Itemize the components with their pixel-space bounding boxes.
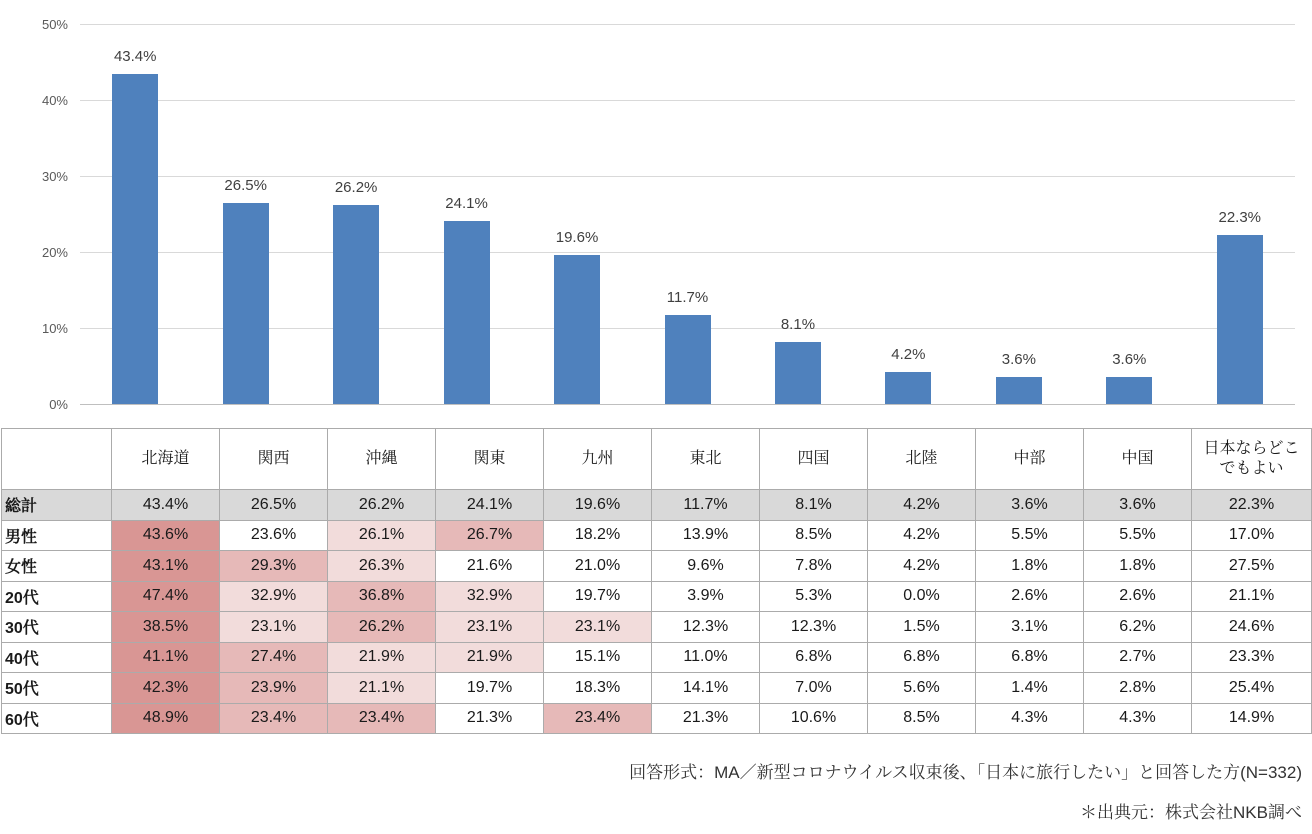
table-cell: 27.5% xyxy=(1192,551,1312,582)
table-cell: 26.2% xyxy=(328,612,436,643)
table-cell: 6.8% xyxy=(976,642,1084,673)
table-cell: 23.4% xyxy=(220,703,328,734)
table-col-header: 九州 xyxy=(544,429,652,490)
table-row-総計 xyxy=(2,490,1312,521)
table-cell: 0.0% xyxy=(868,581,976,612)
table-cell: 36.8% xyxy=(328,581,436,612)
table-cell: 11.7% xyxy=(652,490,760,521)
table-col-header: 四国 xyxy=(760,429,868,490)
bar-3 xyxy=(333,205,379,404)
table-cell: 14.1% xyxy=(652,673,760,704)
table-cell: 24.6% xyxy=(1192,612,1312,643)
table-cell: 21.0% xyxy=(544,551,652,582)
table-row-header: 20代 xyxy=(2,581,112,612)
table-cell: 21.1% xyxy=(328,673,436,704)
table-cell: 2.6% xyxy=(1084,581,1192,612)
table-row-header: 60代 xyxy=(2,703,112,734)
table-cell: 7.0% xyxy=(760,673,868,704)
table-corner-cell xyxy=(2,429,112,490)
table-cell: 4.3% xyxy=(1084,703,1192,734)
table-cell: 3.6% xyxy=(976,490,1084,521)
bar-value-label: 26.5% xyxy=(224,176,267,194)
table-cell: 23.1% xyxy=(220,612,328,643)
bar-5 xyxy=(554,255,600,404)
table-row-20代 xyxy=(2,581,1312,612)
table-cell: 7.8% xyxy=(760,551,868,582)
table-col-header: 中国 xyxy=(1084,429,1192,490)
table-cell: 2.7% xyxy=(1084,642,1192,673)
table-cell: 26.3% xyxy=(328,551,436,582)
table-col-header: 関東 xyxy=(436,429,544,490)
table-cell: 10.6% xyxy=(760,703,868,734)
table-col-header: 日本ならどこでもよい xyxy=(1192,429,1312,490)
bar-8 xyxy=(885,372,931,404)
y-axis-tick-label: 0% xyxy=(49,397,68,412)
table-cell: 18.3% xyxy=(544,673,652,704)
y-axis-tick-label: 40% xyxy=(41,93,68,108)
table-cell: 9.6% xyxy=(652,551,760,582)
table-cell: 32.9% xyxy=(220,581,328,612)
table-cell: 23.4% xyxy=(328,703,436,734)
bar-11 xyxy=(1217,235,1263,404)
table-cell: 26.2% xyxy=(328,490,436,521)
gridline xyxy=(80,404,1295,405)
table-row-header: 30代 xyxy=(2,612,112,643)
bar-value-label: 22.3% xyxy=(1218,208,1262,226)
table-cell: 19.7% xyxy=(544,581,652,612)
table-row-40代 xyxy=(2,642,1312,673)
table-cell: 8.5% xyxy=(868,703,976,734)
y-axis-tick-label: 20% xyxy=(41,245,68,260)
gridline xyxy=(80,100,1295,101)
table-cell: 4.3% xyxy=(976,703,1084,734)
bar-6 xyxy=(665,315,711,404)
table-cell: 15.1% xyxy=(544,642,652,673)
gridline xyxy=(80,24,1295,25)
bar-value-label: 24.1% xyxy=(445,194,488,212)
table-cell: 29.3% xyxy=(220,551,328,582)
data-table-wrap xyxy=(1,428,1311,734)
table-cell: 2.8% xyxy=(1084,673,1192,704)
table-cell: 3.9% xyxy=(652,581,760,612)
y-axis-tick-label: 10% xyxy=(41,321,68,336)
bar-10 xyxy=(1106,377,1152,404)
table-cell: 3.1% xyxy=(976,612,1084,643)
table-cell: 2.6% xyxy=(976,581,1084,612)
table-cell: 11.0% xyxy=(652,642,760,673)
table-cell: 4.2% xyxy=(868,490,976,521)
table-cell: 41.1% xyxy=(112,642,220,673)
table-col-header: 沖縄 xyxy=(328,429,436,490)
table-cell: 43.4% xyxy=(112,490,220,521)
table-cell: 38.5% xyxy=(112,612,220,643)
bar-value-label: 43.4% xyxy=(113,48,157,66)
table-col-header: 北海道 xyxy=(112,429,220,490)
bar-value-label: 11.7% xyxy=(666,289,709,307)
table-cell: 17.0% xyxy=(1192,520,1312,551)
table-row-60代 xyxy=(2,703,1312,734)
table-cell: 4.2% xyxy=(868,551,976,582)
table-row-30代 xyxy=(2,612,1312,643)
table-cell: 23.1% xyxy=(436,612,544,643)
table-row-男性 xyxy=(2,520,1312,551)
footnote-source: ＊出典元：株式会社NKB調べ xyxy=(1080,803,1302,822)
bar-value-label: 19.6% xyxy=(555,229,599,247)
bar-1 xyxy=(112,74,158,404)
y-axis-tick-label: 30% xyxy=(41,169,68,184)
table-cell: 26.1% xyxy=(328,520,436,551)
table-row-header: 男性 xyxy=(2,520,112,551)
table-cell: 18.2% xyxy=(544,520,652,551)
table-cell: 5.5% xyxy=(1084,520,1192,551)
bar-9 xyxy=(996,377,1042,404)
table-col-header: 東北 xyxy=(652,429,760,490)
table-cell: 21.9% xyxy=(328,642,436,673)
table-cell: 1.8% xyxy=(976,551,1084,582)
y-axis-tick-label: 50% xyxy=(41,17,68,32)
table-cell: 23.4% xyxy=(544,703,652,734)
table-cell: 48.9% xyxy=(112,703,220,734)
table-cell: 8.1% xyxy=(760,490,868,521)
table-cell: 14.9% xyxy=(1192,703,1312,734)
table-cell: 19.6% xyxy=(544,490,652,521)
table-cell: 25.4% xyxy=(1192,673,1312,704)
survey-data-table xyxy=(1,428,1312,734)
table-cell: 23.6% xyxy=(220,520,328,551)
bar-value-label: 26.2% xyxy=(334,178,378,196)
table-cell: 21.6% xyxy=(436,551,544,582)
table-cell: 5.6% xyxy=(868,673,976,704)
table-cell: 21.3% xyxy=(652,703,760,734)
table-cell: 21.3% xyxy=(436,703,544,734)
table-cell: 6.8% xyxy=(760,642,868,673)
table-cell: 26.7% xyxy=(436,520,544,551)
table-cell: 12.3% xyxy=(760,612,868,643)
table-cell: 1.4% xyxy=(976,673,1084,704)
table-cell: 3.6% xyxy=(1084,490,1192,521)
table-cell: 6.2% xyxy=(1084,612,1192,643)
table-cell: 22.3% xyxy=(1192,490,1312,521)
table-cell: 1.8% xyxy=(1084,551,1192,582)
table-row-header: 40代 xyxy=(2,642,112,673)
table-row-header: 女性 xyxy=(2,551,112,582)
footnote-response-format: 回答形式：MA／新型コロナウイルス収束後、「日本に旅行したい」と回答した方(N=332) xyxy=(629,763,1302,782)
table-row-女性 xyxy=(2,551,1312,582)
table-cell: 23.1% xyxy=(544,612,652,643)
table-cell: 5.3% xyxy=(760,581,868,612)
table-cell: 43.1% xyxy=(112,551,220,582)
table-col-header: 中部 xyxy=(976,429,1084,490)
table-cell: 12.3% xyxy=(652,612,760,643)
bar-value-label: 4.2% xyxy=(891,346,926,364)
table-cell: 43.6% xyxy=(112,520,220,551)
bar-2 xyxy=(223,203,269,404)
table-row-header: 総計 xyxy=(2,490,112,521)
table-cell: 13.9% xyxy=(652,520,760,551)
table-row-50代 xyxy=(2,673,1312,704)
table-cell: 5.5% xyxy=(976,520,1084,551)
table-cell: 23.3% xyxy=(1192,642,1312,673)
table-cell: 19.7% xyxy=(436,673,544,704)
bar-4 xyxy=(444,221,490,404)
bar-7 xyxy=(775,342,821,404)
table-cell: 23.9% xyxy=(220,673,328,704)
table-cell: 27.4% xyxy=(220,642,328,673)
table-cell: 8.5% xyxy=(760,520,868,551)
bar-value-label: 8.1% xyxy=(780,316,816,334)
table-cell: 42.3% xyxy=(112,673,220,704)
table-col-header: 北陸 xyxy=(868,429,976,490)
table-cell: 21.9% xyxy=(436,642,544,673)
bar-value-label: 3.6% xyxy=(1001,350,1036,368)
table-cell: 21.1% xyxy=(1192,581,1312,612)
table-cell: 24.1% xyxy=(436,490,544,521)
table-row-header: 50代 xyxy=(2,673,112,704)
table-cell: 6.8% xyxy=(868,642,976,673)
table-header-row xyxy=(2,429,1312,490)
bar-value-label: 3.6% xyxy=(1112,350,1147,368)
table-col-header: 関西 xyxy=(220,429,328,490)
table-cell: 47.4% xyxy=(112,581,220,612)
table-cell: 32.9% xyxy=(436,581,544,612)
table-cell: 26.5% xyxy=(220,490,328,521)
table-cell: 4.2% xyxy=(868,520,976,551)
table-cell: 1.5% xyxy=(868,612,976,643)
